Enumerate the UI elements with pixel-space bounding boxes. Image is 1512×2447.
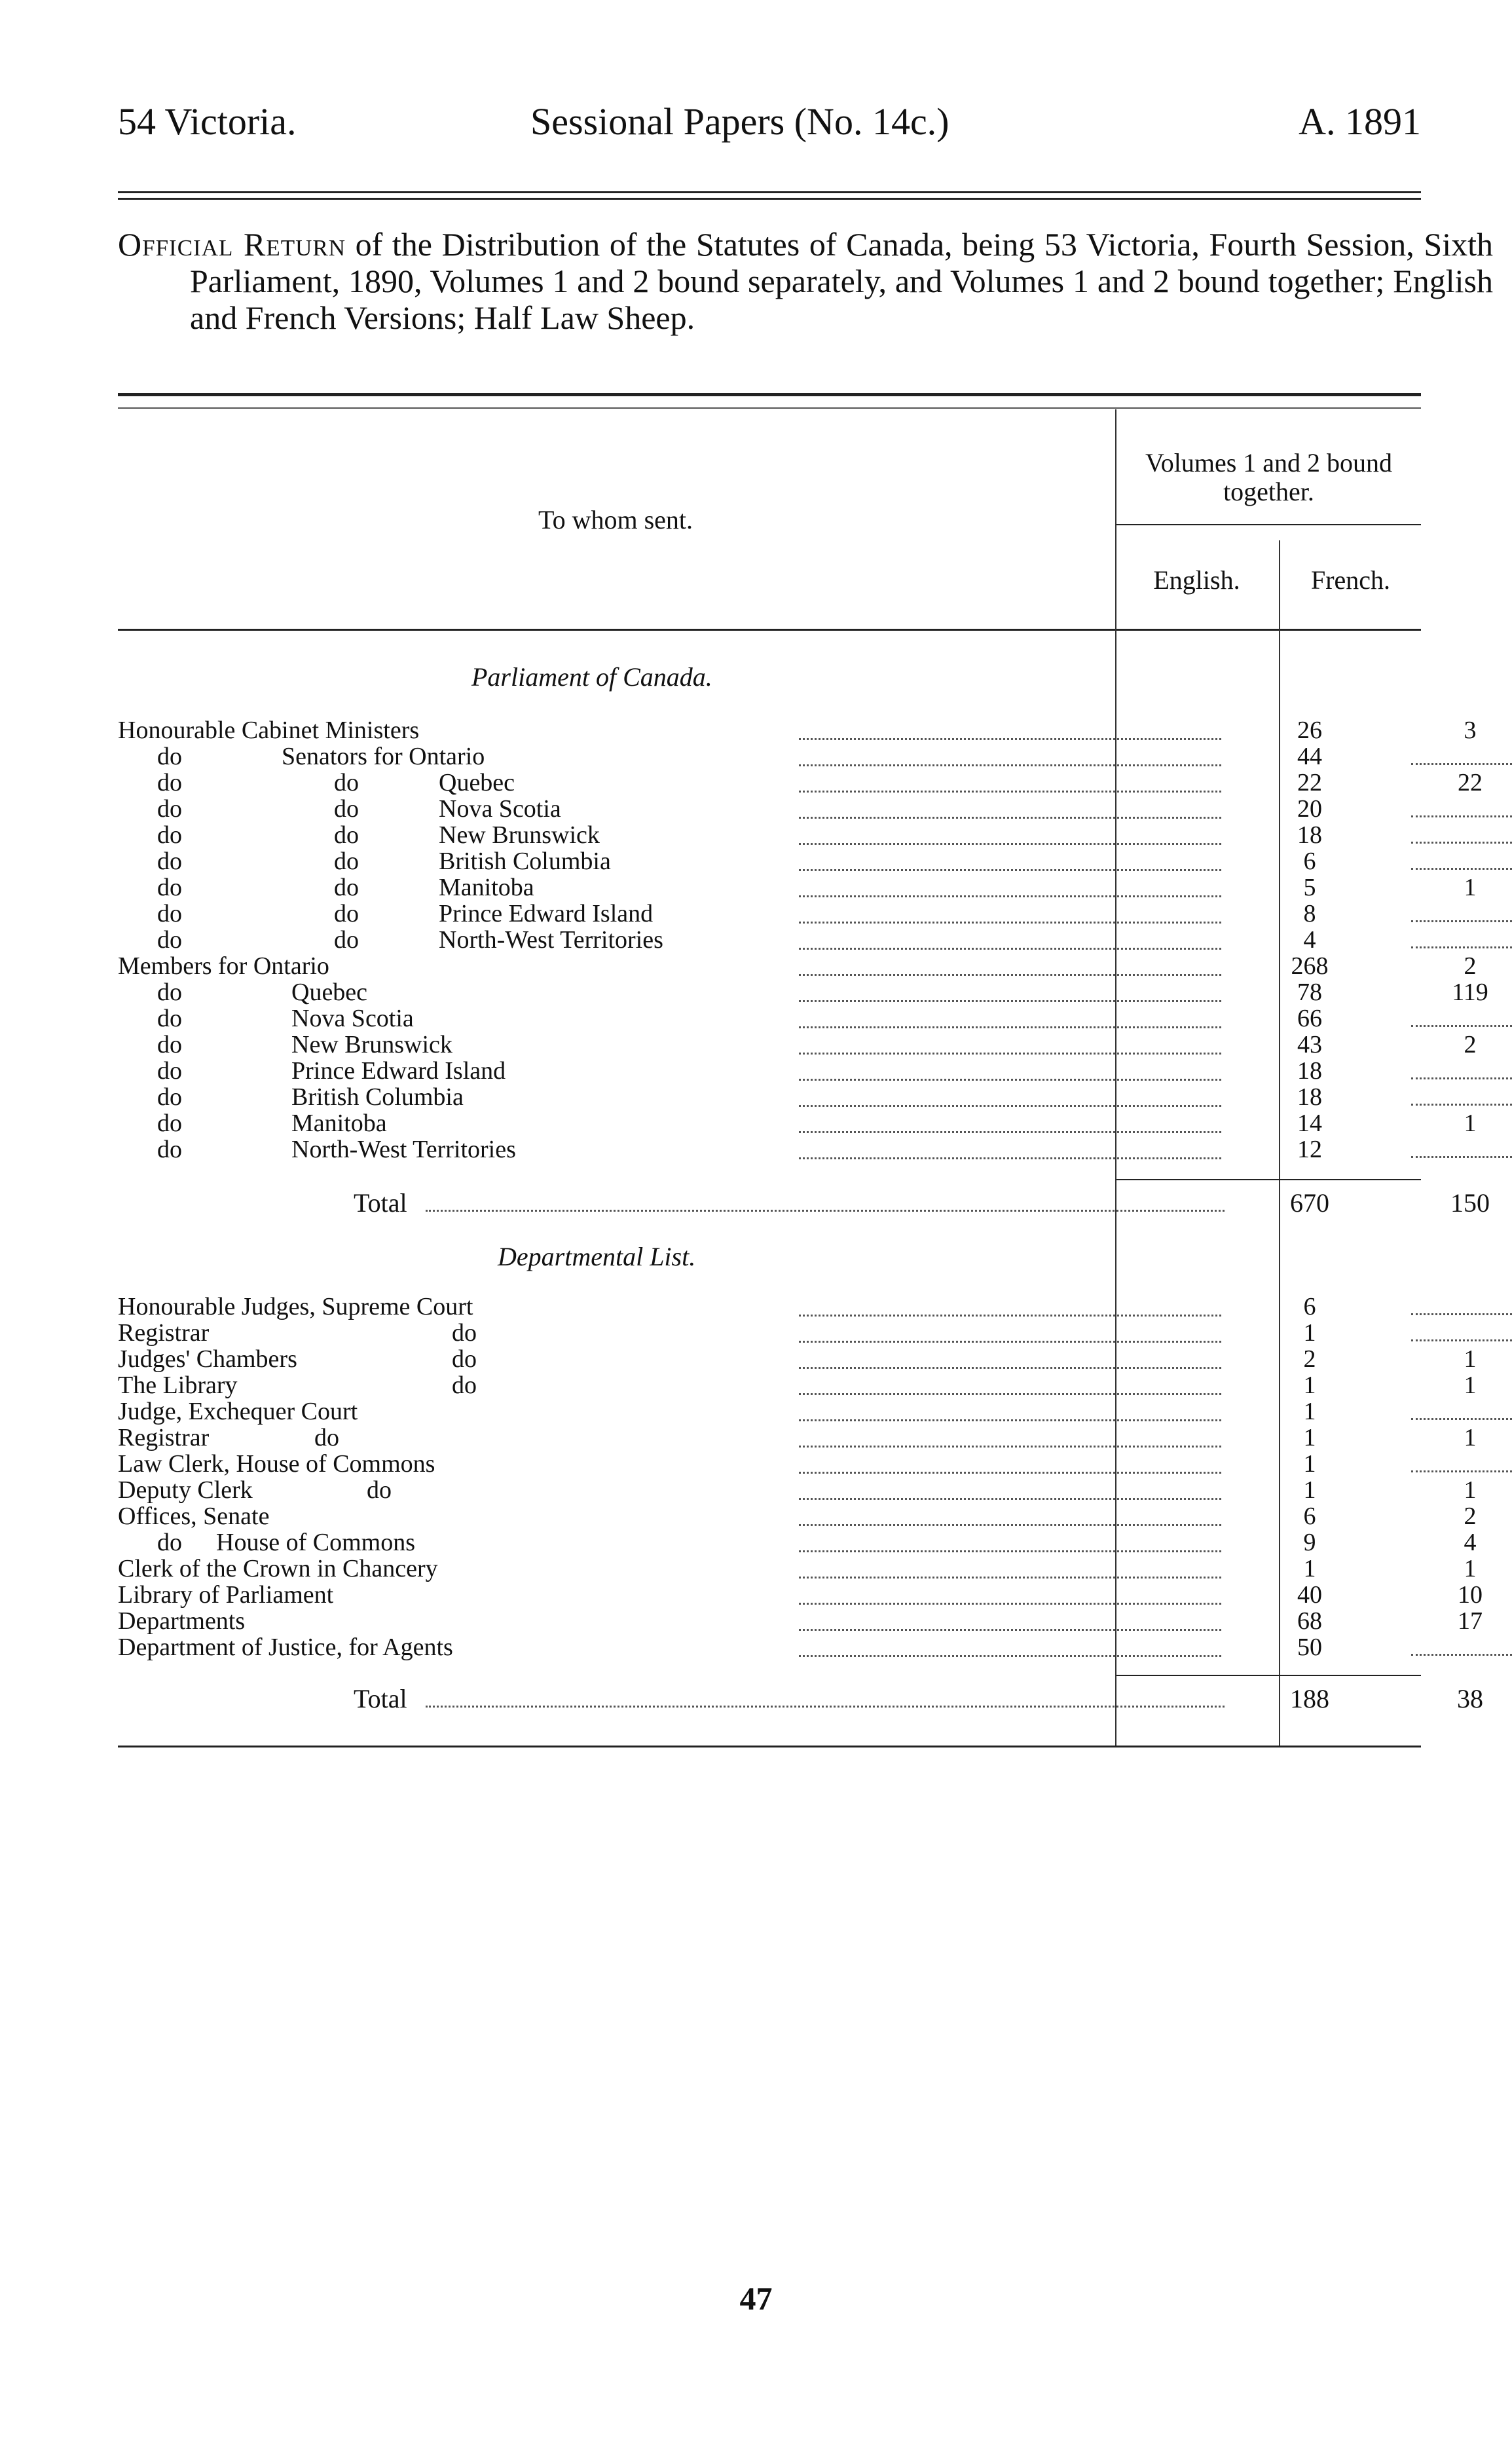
table-row [118, 1398, 1421, 1425]
french-empty-dots [1411, 763, 1512, 765]
english-count: 268 [1291, 952, 1329, 980]
french-count: 119 [1452, 979, 1488, 1006]
english-count: 14 [1297, 1110, 1322, 1137]
leader-dots [799, 1472, 1221, 1500]
english-count: 5 [1303, 874, 1316, 901]
table-row [118, 717, 1477, 744]
leader-dots [799, 1367, 1221, 1395]
total-english: 670 [1290, 1188, 1329, 1218]
header-volumes-group: Volumes 1 and 2 bound together. [1145, 448, 1393, 506]
head-rule-top [118, 191, 1421, 193]
header-bottom-rule [118, 629, 1421, 631]
table-row [118, 1581, 1483, 1609]
table-row [118, 796, 1421, 822]
leader-dots [799, 791, 1221, 819]
row-col1: do [157, 1083, 182, 1111]
table-row [118, 1555, 1477, 1582]
row-col2: British Columbia [291, 1083, 464, 1111]
english-count: 26 [1297, 717, 1322, 744]
english-count: 1 [1303, 1398, 1316, 1425]
table-row [118, 1372, 1477, 1399]
row-col2: Quebec [291, 979, 368, 1006]
english-count: 6 [1303, 1293, 1316, 1320]
row-col2: Senators for Ontario [282, 743, 485, 770]
row-col1: do [157, 900, 182, 927]
french-empty-dots [1411, 1418, 1512, 1420]
row-col1: Offices, Senate [118, 1503, 270, 1530]
header-french: French. [1310, 565, 1391, 595]
header-to-whom: To whom sent. [538, 505, 693, 534]
french-empty-dots [1411, 1077, 1512, 1079]
row-col2: do [452, 1319, 477, 1347]
english-count: 22 [1297, 769, 1322, 796]
row-col2: do [334, 926, 359, 954]
running-head-right: A. 1891 [1299, 100, 1421, 143]
row-col1: Registrar [118, 1424, 210, 1451]
english-count: 1 [1303, 1450, 1316, 1478]
row-col1: Registrar [118, 1319, 210, 1347]
leader-dots [799, 1026, 1221, 1055]
table-row [118, 1529, 1477, 1556]
leader-dots [799, 1341, 1221, 1369]
row-col1: Deputy Clerk [118, 1476, 253, 1504]
leader-dots [799, 1288, 1221, 1317]
french-empty-dots [1411, 868, 1512, 870]
row-col1: Department of Justice, for Agents [118, 1634, 453, 1661]
row-col1: do [157, 1031, 182, 1058]
leader-dots [799, 869, 1221, 897]
leader-dots [799, 948, 1221, 976]
leader-dots [799, 1498, 1221, 1526]
english-count: 43 [1297, 1031, 1322, 1058]
row-col3: Manitoba [439, 874, 534, 901]
header-group-rule [1116, 524, 1421, 525]
english-count: 78 [1297, 979, 1322, 1006]
english-count: 1 [1303, 1319, 1316, 1347]
french-empty-dots [1411, 1470, 1512, 1472]
row-col3: Nova Scotia [439, 795, 561, 823]
row-col2: do [334, 795, 359, 823]
row-col2: North-West Territories [291, 1136, 516, 1163]
row-col1: do [157, 1110, 182, 1137]
french-empty-dots [1411, 920, 1512, 922]
table-row [118, 1110, 1477, 1137]
section-title: Departmental List. [498, 1242, 696, 1271]
table-top-rule [118, 407, 1421, 409]
leader-dots [799, 1053, 1221, 1081]
french-empty-dots [1411, 842, 1512, 844]
english-count: 50 [1297, 1634, 1322, 1661]
french-count: 22 [1458, 769, 1483, 796]
english-count: 12 [1297, 1136, 1322, 1163]
running-head-left: 54 Victoria. [118, 100, 297, 143]
row-col1: do [157, 769, 182, 796]
english-count: 1 [1303, 1555, 1316, 1582]
running-head [118, 100, 1421, 152]
table-row [118, 1476, 1477, 1504]
french-count: 2 [1464, 1031, 1477, 1058]
table-row [118, 1607, 1483, 1635]
leader-dots [799, 738, 1221, 766]
leader-dots [799, 974, 1221, 1002]
table-row [118, 1451, 1421, 1477]
french-count: 1 [1464, 1110, 1477, 1137]
english-count: 18 [1297, 821, 1322, 849]
row-col1: Judges' Chambers [118, 1345, 297, 1373]
table-row [118, 1345, 1477, 1373]
french-count: 1 [1464, 1372, 1477, 1399]
english-count: 6 [1303, 1503, 1316, 1530]
table-row [118, 1136, 1421, 1163]
row-col3: Prince Edward Island [439, 900, 654, 927]
french-count: 1 [1464, 1345, 1477, 1373]
french-count: 1 [1464, 1555, 1477, 1582]
page-number: 47 [739, 2280, 773, 2317]
leader-dots [799, 712, 1221, 740]
leader-dots [799, 1105, 1221, 1133]
row-col2: do [334, 848, 359, 875]
french-empty-dots [1411, 1313, 1512, 1315]
row-col3: British Columbia [439, 848, 611, 875]
table-row [118, 1634, 1421, 1660]
leader-dots [799, 1000, 1221, 1028]
row-col3: North-West Territories [439, 926, 663, 954]
table-row [118, 848, 1421, 874]
row-col1: do [157, 1057, 182, 1085]
section-title: Parliament of Canada. [471, 662, 712, 692]
english-count: 4 [1303, 926, 1316, 954]
english-count: 44 [1297, 743, 1322, 770]
leader-dots [799, 1577, 1221, 1605]
row-col1: do [157, 1005, 182, 1032]
french-count: 1 [1464, 874, 1477, 901]
total-rule [1116, 1179, 1421, 1180]
table-row [118, 1320, 1421, 1346]
row-col2: do [367, 1476, 392, 1504]
leader-dots [799, 1315, 1221, 1343]
leader-dots [426, 1210, 1225, 1212]
row-col1: Law Clerk, House of Commons [118, 1450, 435, 1478]
intro-lead: Official Return [118, 226, 346, 263]
row-col1: Judge, Exchequer Court [118, 1398, 358, 1425]
table-row [118, 1031, 1477, 1058]
row-col3: New Brunswick [439, 821, 600, 849]
total-english: 188 [1290, 1684, 1329, 1713]
row-col1: Library of Parliament [118, 1581, 334, 1609]
row-col1: do [157, 1529, 182, 1556]
total-rule [1116, 1675, 1421, 1676]
english-count: 1 [1303, 1476, 1316, 1504]
row-col1: do [157, 874, 182, 901]
table-row [118, 1294, 1421, 1320]
table-row [118, 1424, 1477, 1451]
total-french: 150 [1450, 1188, 1490, 1218]
table-row [118, 822, 1421, 848]
table-row [118, 769, 1483, 796]
row-col3: Quebec [439, 769, 515, 796]
row-col1: Members for Ontario [118, 952, 329, 980]
english-count: 9 [1303, 1529, 1316, 1556]
row-col1: do [157, 821, 182, 849]
total-french: 38 [1457, 1684, 1483, 1713]
leader-dots [799, 1603, 1221, 1631]
leader-dots [799, 1419, 1221, 1448]
total-label: Total [354, 1684, 407, 1713]
table-row [118, 1084, 1421, 1110]
english-count: 68 [1297, 1607, 1322, 1635]
english-count: 2 [1303, 1345, 1316, 1373]
french-count: 1 [1464, 1424, 1477, 1451]
row-col1: Honourable Cabinet Ministers [118, 717, 420, 744]
table-row [118, 1058, 1421, 1084]
french-empty-dots [1411, 1025, 1512, 1027]
row-col1: Departments [118, 1607, 246, 1635]
french-count: 10 [1458, 1581, 1483, 1609]
intro-text: of the Distribution of the Statutes of Canada, being 53 Victoria, Fourth Session, Sixth Parliament, 1890, Volumes 1 and 2 bound separately, and Volumes 1 and 2 bound together; English and French Versions; Half Law Sheep. [190, 226, 1493, 336]
french-empty-dots [1411, 815, 1512, 817]
french-empty-dots [1411, 946, 1512, 948]
leader-dots [799, 895, 1221, 924]
row-col1: Honourable Judges, Supreme Court [118, 1293, 473, 1320]
row-col1: do [157, 743, 182, 770]
row-col2: Prince Edward Island [291, 1057, 506, 1085]
leader-dots [799, 1079, 1221, 1107]
table-row [118, 901, 1421, 927]
table-row [118, 874, 1477, 901]
table-row [118, 979, 1488, 1006]
total-row [118, 1684, 1483, 1713]
table-row [118, 1503, 1477, 1530]
row-col1: do [157, 926, 182, 954]
row-col2: Manitoba [291, 1110, 387, 1137]
table-row [118, 952, 1477, 980]
english-count: 18 [1297, 1083, 1322, 1111]
french-count: 1 [1464, 1476, 1477, 1504]
leader-dots [799, 922, 1221, 950]
table-row [118, 1005, 1421, 1032]
row-col1: do [157, 1136, 182, 1163]
leader-dots [426, 1706, 1225, 1708]
leader-dots [799, 1446, 1221, 1474]
english-count: 6 [1303, 848, 1316, 875]
leader-dots [799, 1524, 1221, 1552]
english-count: 40 [1297, 1581, 1322, 1609]
leader-dots [799, 1393, 1221, 1421]
row-col1: do [157, 979, 182, 1006]
leader-dots [799, 1131, 1221, 1159]
french-count: 3 [1464, 717, 1477, 744]
row-col1: do [157, 848, 182, 875]
row-col2: New Brunswick [291, 1031, 452, 1058]
row-col2: do [334, 769, 359, 796]
row-col2: do [452, 1372, 477, 1399]
row-col2: do [334, 821, 359, 849]
row-col2: Nova Scotia [291, 1005, 414, 1032]
french-empty-dots [1411, 1339, 1512, 1341]
row-col2: House of Commons [216, 1529, 415, 1556]
row-col1: do [157, 795, 182, 823]
row-col2: do [452, 1345, 477, 1373]
french-count: 4 [1464, 1529, 1477, 1556]
leader-dots [799, 843, 1221, 871]
intro-paragraph [118, 226, 1493, 336]
english-count: 1 [1303, 1372, 1316, 1399]
english-count: 20 [1297, 795, 1322, 823]
leader-dots [799, 1550, 1221, 1578]
french-count: 2 [1464, 1503, 1477, 1530]
leader-dots [799, 817, 1221, 845]
french-empty-dots [1411, 1654, 1512, 1656]
english-count: 66 [1297, 1005, 1322, 1032]
header-english: English. [1153, 565, 1240, 595]
french-empty-dots [1411, 1156, 1512, 1158]
row-col1: Clerk of the Crown in Chancery [118, 1555, 438, 1582]
english-count: 18 [1297, 1057, 1322, 1085]
row-col1: The Library [118, 1372, 238, 1399]
row-col2: do [314, 1424, 339, 1451]
total-label: Total [354, 1188, 407, 1218]
row-col2: do [334, 900, 359, 927]
row-col2: do [334, 874, 359, 901]
leader-dots [799, 764, 1221, 793]
french-empty-dots [1411, 1104, 1512, 1106]
intro-rule [118, 393, 1421, 396]
running-head-center: Sessional Papers (No. 14c.) [530, 100, 950, 143]
table-row [118, 743, 1421, 770]
leader-dots [799, 1629, 1221, 1657]
english-count: 1 [1303, 1424, 1316, 1451]
head-rule-bottom [118, 198, 1421, 200]
table-bottom-rule [118, 1746, 1421, 1747]
total-row [118, 1188, 1490, 1218]
french-count: 17 [1458, 1607, 1483, 1635]
english-count: 8 [1303, 900, 1316, 927]
table-row [118, 927, 1421, 953]
french-count: 2 [1464, 952, 1477, 980]
